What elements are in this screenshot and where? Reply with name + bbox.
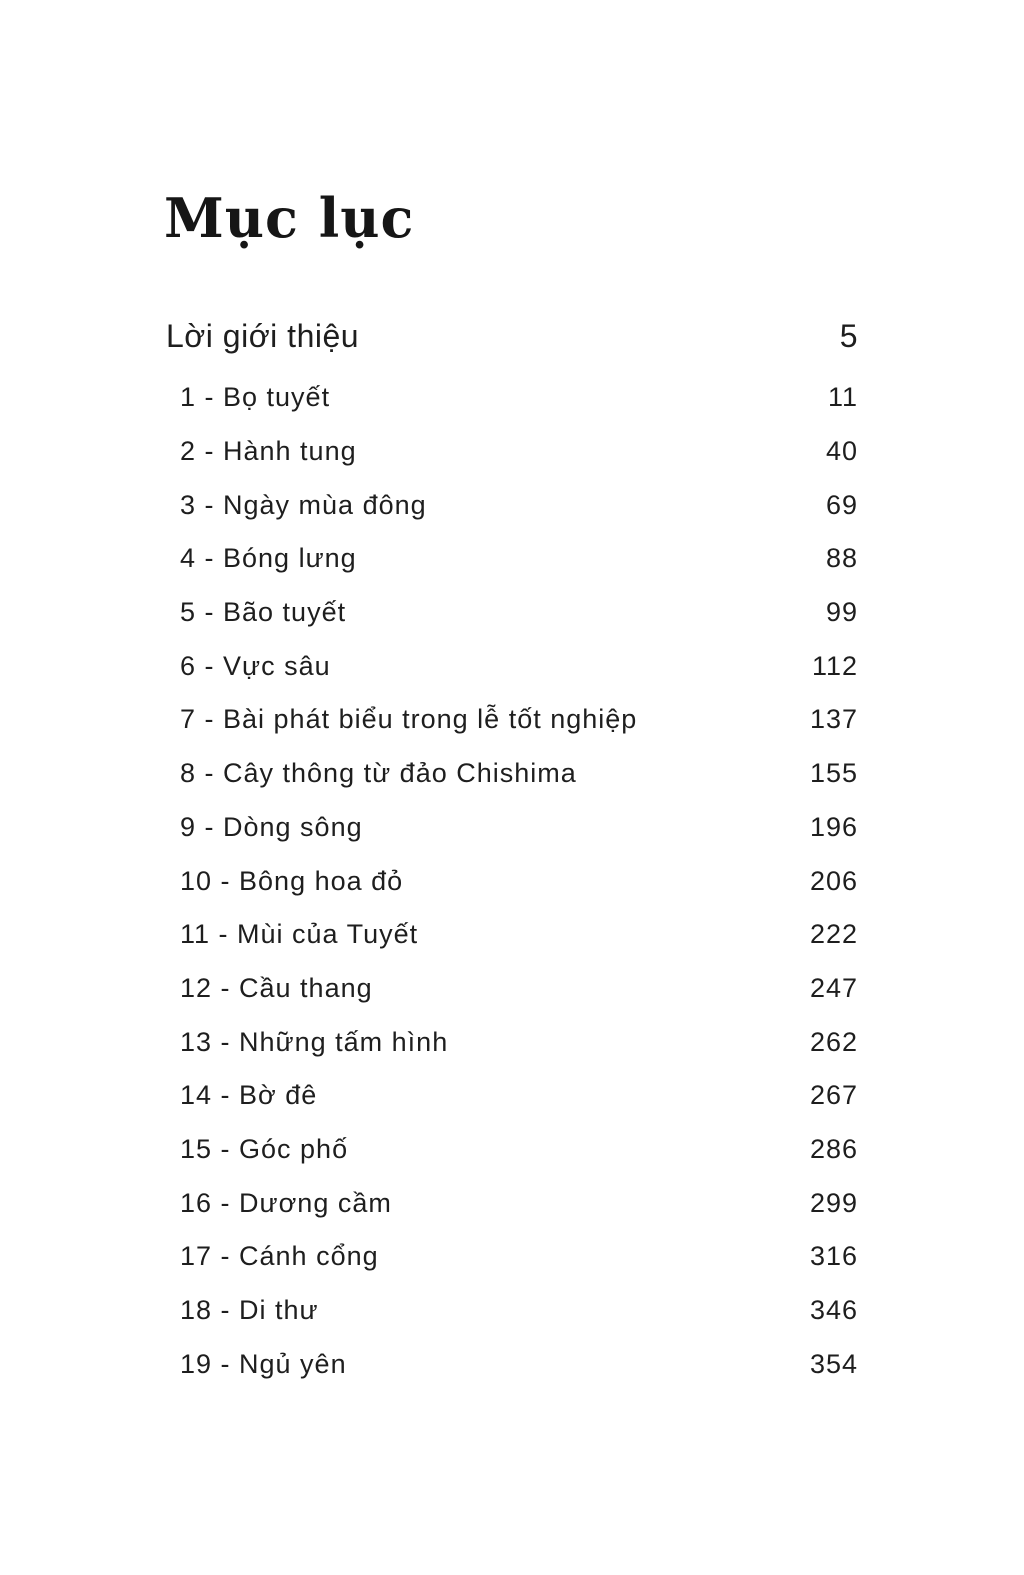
chapter-title: 12 - Cầu thang (180, 972, 373, 1003)
chapter-page: 196 (809, 811, 858, 842)
toc-entry-chapter-12 (166, 962, 858, 1016)
toc-entry-chapter-13 (166, 1015, 858, 1069)
chapter-title: 13 - Những tấm hình (180, 1026, 449, 1057)
table-of-contents (166, 305, 858, 1391)
toc-entry-chapter-15 (166, 1123, 858, 1177)
toc-entry-chapter-14 (166, 1069, 858, 1123)
toc-entry-chapter-17 (166, 1230, 858, 1284)
chapter-title: 17 - Cánh cổng (180, 1241, 379, 1272)
toc-entry-chapter-10 (166, 854, 858, 908)
chapter-page: 346 (809, 1295, 858, 1326)
toc-entry-chapter-4 (166, 532, 858, 586)
chapter-page: 247 (809, 972, 858, 1003)
chapter-page: 262 (809, 1026, 858, 1057)
chapter-page: 11 (827, 382, 858, 413)
chapter-page: 206 (809, 865, 858, 896)
chapter-title: 18 - Di thư (180, 1295, 319, 1326)
chapter-title: 15 - Góc phố (180, 1133, 349, 1164)
chapter-title: 9 - Dòng sông (180, 811, 363, 842)
chapter-title: 3 - Ngày mùa đông (180, 489, 427, 520)
chapter-page: 69 (825, 489, 858, 520)
chapter-page: 155 (809, 758, 858, 789)
toc-entry-title: Lời giới thiệu (166, 317, 360, 354)
chapter-page: 88 (825, 543, 858, 574)
chapter-page: 316 (809, 1241, 858, 1272)
toc-entry-chapter-5 (166, 586, 858, 640)
toc-entry-chapter-3 (166, 478, 858, 532)
toc-entry-intro (166, 305, 858, 367)
chapter-title: 6 - Vực sâu (180, 650, 331, 681)
chapter-page: 299 (809, 1187, 858, 1218)
chapter-title: 4 - Bóng lưng (180, 543, 357, 574)
page-title: Mục lục (164, 186, 415, 250)
toc-entry-chapter-7 (166, 693, 858, 747)
chapter-title: 5 - Bão tuyết (180, 597, 347, 628)
chapter-list (166, 371, 858, 1391)
toc-entry-chapter-2 (166, 425, 858, 479)
chapter-title: 19 - Ngủ yên (180, 1348, 347, 1379)
toc-entry-chapter-8 (166, 747, 858, 801)
toc-entry-chapter-19 (166, 1337, 858, 1391)
chapter-page: 222 (809, 919, 858, 950)
chapter-page: 40 (825, 436, 858, 467)
toc-entry-chapter-6 (166, 639, 858, 693)
chapter-title: 10 - Bông hoa đỏ (180, 865, 404, 896)
toc-entry-chapter-18 (166, 1284, 858, 1338)
chapter-title: 8 - Cây thông từ đảo Chishima (180, 758, 577, 789)
chapter-page: 267 (809, 1080, 858, 1111)
toc-entry-chapter-11 (166, 908, 858, 962)
chapter-title: 7 - Bài phát biểu trong lễ tốt nghiệp (180, 704, 638, 735)
chapter-title: 11 - Mùi của Tuyết (180, 919, 419, 950)
chapter-title: 14 - Bờ đê (180, 1080, 318, 1111)
toc-entry-chapter-16 (166, 1176, 858, 1230)
chapter-title: 2 - Hành tung (180, 436, 357, 467)
toc-entry-chapter-1 (166, 371, 858, 425)
chapter-page: 137 (809, 704, 858, 735)
chapter-page: 286 (809, 1133, 858, 1164)
chapter-page: 354 (809, 1348, 858, 1379)
chapter-title: 1 - Bọ tuyết (180, 382, 331, 413)
toc-entry-page: 5 (839, 317, 858, 354)
chapter-page: 99 (825, 597, 858, 628)
toc-entry-chapter-9 (166, 801, 858, 855)
chapter-title: 16 - Dương cầm (180, 1187, 392, 1218)
chapter-page: 112 (811, 650, 858, 681)
